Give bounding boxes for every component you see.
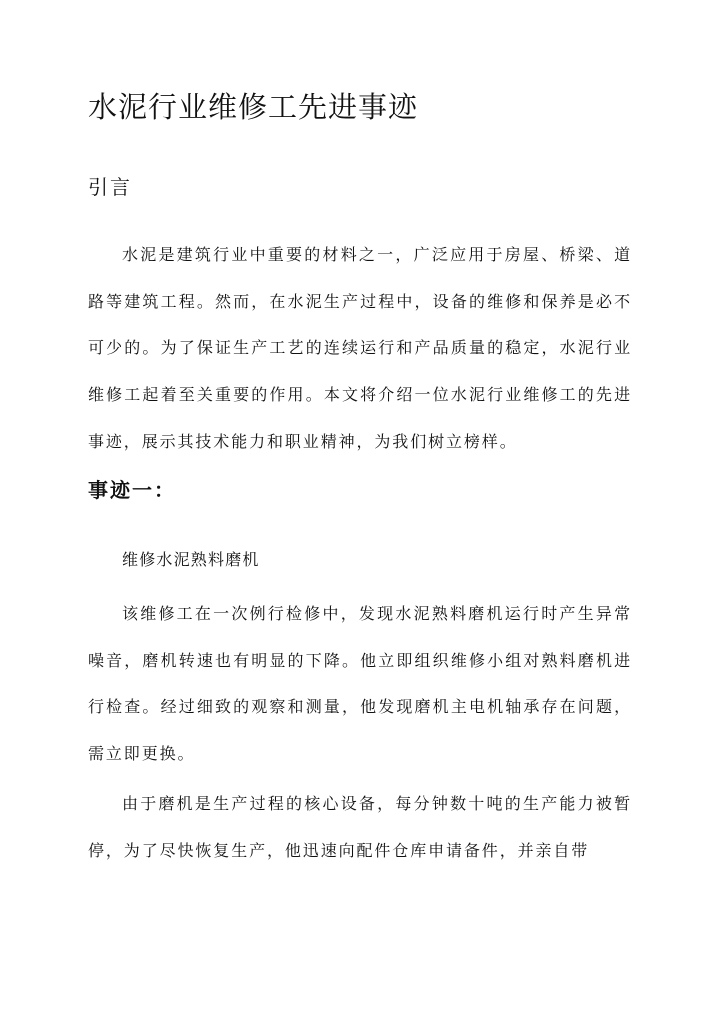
deed-one-paragraph-2: 由于磨机是生产过程的核心设备，每分钟数十吨的生产能力被暂停，为了尽快恢复生产，他迅速向配件仓库申请备件，并亲自带 (88, 794, 632, 860)
intro-paragraph: 水泥是建筑行业中重要的材料之一，广泛应用于房屋、桥梁、道路等建筑工程。然而，在水泥生产过程中，设备的维修和保养是必不可少的。为了保证生产工艺的连续运行和产品质量的稳定，水泥行业维修工起着至关重要的作用。本文将介绍一位水泥行业维修工的先进事迹，展示其技术能力和职业精神，为我们树立榜样。 (88, 245, 632, 451)
section-heading-deed-one: 事迹一： (88, 478, 176, 502)
deed-one-subheading: 维修水泥熟料磨机 (122, 550, 260, 569)
section-heading-intro: 引言 (88, 175, 132, 199)
document-title: 水泥行业维修工先进事迹 (88, 90, 419, 124)
deed-one-paragraph-1: 该维修工在一次例行检修中，发现水泥熟料磨机运行时产生异常噪音，磨机转速也有明显的下降。他立即组织维修小组对熟料磨机进行检查。经过细致的观察和测量，他发现磨机主电机轴承存在问题，需立即更换。 (88, 604, 632, 764)
